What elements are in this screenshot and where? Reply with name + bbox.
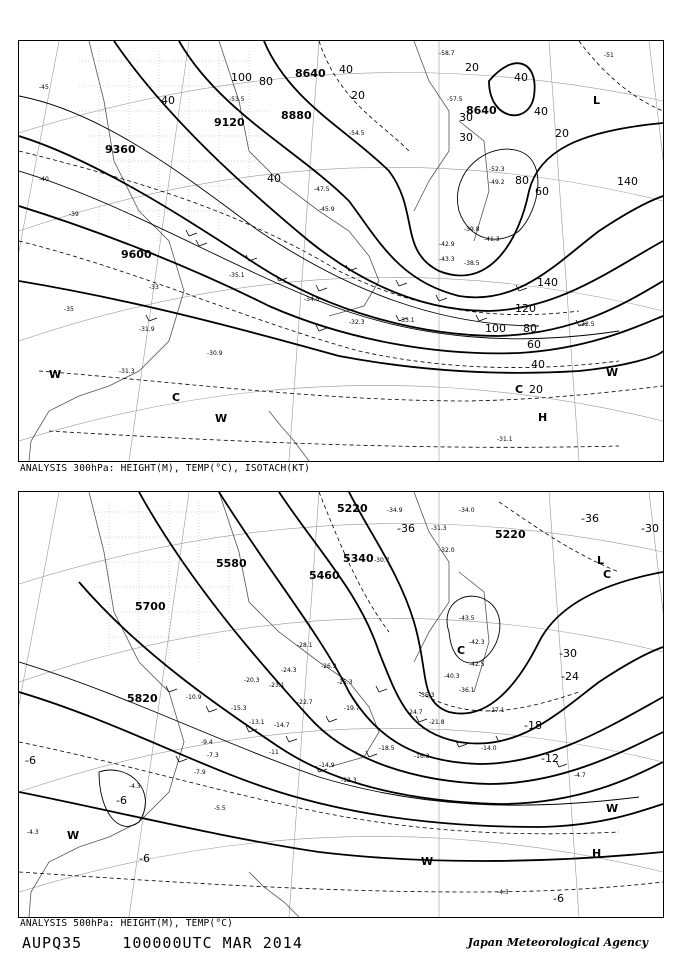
isotach-label: 40: [339, 63, 353, 76]
height-label: 8640: [295, 67, 326, 80]
obs-label: -40.3: [444, 673, 460, 680]
temp-label: -49.2: [489, 179, 505, 186]
obs-label: -15.3: [231, 705, 247, 712]
obs-label: -30.7: [374, 557, 390, 564]
warm-marker: W: [606, 366, 619, 379]
obs-label: -24.7: [407, 709, 423, 716]
temp-label: -39: [69, 211, 79, 218]
isotherm-label: -36: [581, 512, 599, 525]
temp-label: -33.1: [399, 317, 415, 324]
obs-label: -14.7: [274, 722, 290, 729]
temp-label: -35.1: [229, 272, 245, 279]
height-label: 5220: [337, 502, 368, 515]
temp-label: -40: [39, 176, 49, 183]
obs-label: -34.9: [387, 507, 403, 514]
obs-label: -31.3: [431, 525, 447, 532]
isotherms-300: [19, 41, 663, 447]
temp-label: -31.9: [139, 326, 155, 333]
hatched-region-500: [89, 502, 234, 667]
isotach-label: 40: [514, 71, 528, 84]
warm-marker: W: [421, 855, 434, 868]
isotach-label: 20: [555, 127, 569, 140]
obs-label: -4.3: [27, 829, 39, 836]
map-panel-300hpa: [18, 40, 664, 462]
coastlines: [29, 41, 489, 461]
temp-label: -52.3: [489, 166, 505, 173]
isotach-label: 60: [527, 338, 541, 351]
height-label: 5820: [127, 692, 158, 705]
low-marker: L: [597, 554, 605, 567]
temp-label: -33: [149, 284, 159, 291]
coastlines: [29, 492, 489, 917]
obs-label: -4.3: [497, 889, 509, 896]
height-labels-500: [127, 502, 526, 705]
isotach-label: 140: [617, 175, 638, 188]
temp-label: -35: [64, 306, 74, 313]
obs-label: -42.5: [469, 661, 485, 668]
isotach-label: 20: [529, 383, 543, 396]
obs-label: -24.3: [281, 667, 297, 674]
isotherm-label: -6: [139, 852, 150, 865]
temp-label: -30.9: [207, 350, 223, 357]
isotherm-label: -6: [553, 892, 564, 905]
temp-label: -38.5: [464, 260, 480, 267]
temp-label: -31.3: [119, 368, 135, 375]
isotach-label: 40: [267, 172, 281, 185]
temp-label: -47.5: [314, 186, 330, 193]
obs-label: -35.3: [419, 692, 435, 699]
obs-label: -25.3: [337, 679, 353, 686]
obs-label: -5.5: [214, 805, 226, 812]
height-label: 5220: [495, 528, 526, 541]
obs-label: -11: [269, 749, 279, 756]
temp-label: -43.3: [439, 256, 455, 263]
isotherm-label: -36: [397, 522, 415, 535]
warm-marker: W: [606, 802, 619, 815]
map-panel-500hpa: [18, 491, 664, 918]
isotach-label: 100: [485, 322, 506, 335]
temp-label: -31.1: [497, 436, 513, 443]
valid-time: 100000UTC MAR 2014: [122, 934, 303, 952]
obs-label: -4.7: [574, 772, 586, 779]
temp-label: -58.7: [439, 50, 455, 57]
isotach-label: 80: [259, 75, 273, 88]
isotherm-label: -24: [561, 670, 579, 683]
isotach-label: 40: [534, 105, 548, 118]
caption-500hpa: ANALYSIS 500hPa: HEIGHT(M), TEMP(°C): [20, 918, 234, 929]
obs-label: -32.0: [439, 547, 455, 554]
isotherms-500: [19, 492, 663, 892]
map-300hpa-svg: [19, 41, 663, 461]
obs-label: -7.9: [194, 769, 206, 776]
obs-label: -34.0: [459, 507, 475, 514]
temp-label: -32.5: [579, 321, 595, 328]
height-label: 5580: [216, 557, 247, 570]
height-label: 5340: [343, 552, 374, 565]
high-marker: H: [592, 847, 602, 860]
obs-label: -13.1: [249, 719, 265, 726]
obs-label: -20.3: [244, 677, 260, 684]
obs-label: -16.3: [414, 753, 430, 760]
obs-label: -18.5: [379, 745, 395, 752]
obs-label: -22.7: [297, 699, 313, 706]
height-label: 8880: [281, 109, 312, 122]
isotherm-label: -6: [116, 794, 127, 807]
isotach-label: 120: [515, 302, 536, 315]
height-label: 5700: [135, 600, 166, 613]
graticule: [19, 492, 663, 917]
isotach-label: 40: [531, 358, 545, 371]
obs-labels-500: [27, 507, 586, 896]
temp-label: -39.8: [464, 226, 480, 233]
chart-id: AUPQ35: [22, 934, 83, 952]
isotach-label: 80: [515, 174, 529, 187]
temp-label: -41.3: [484, 236, 500, 243]
obs-label: -43.5: [459, 615, 475, 622]
temp-label: -34.5: [304, 296, 320, 303]
obs-label: -42.3: [469, 639, 485, 646]
temp-label: -45.9: [319, 206, 335, 213]
cold-marker: C: [603, 568, 612, 581]
obs-label: -12.3: [341, 777, 357, 784]
isotach-label: 20: [351, 89, 365, 102]
obs-label: -19.7: [344, 705, 360, 712]
isotach-label: 80: [523, 322, 537, 335]
isotach-label: 100: [231, 71, 252, 84]
temp-label: -54.5: [349, 130, 365, 137]
isotach-label: 60: [535, 185, 549, 198]
warm-marker: W: [215, 412, 228, 425]
isotach-label: 30: [459, 131, 473, 144]
height-label: 9120: [214, 116, 245, 129]
cold-marker: C: [457, 644, 466, 657]
warm-marker: W: [49, 368, 62, 381]
map-500hpa-svg: [19, 492, 663, 917]
isotherm-label: -12: [541, 752, 559, 765]
low-marker: L: [593, 94, 601, 107]
temp-label: -51: [604, 52, 614, 59]
isotach-label: 30: [459, 111, 473, 124]
isotherm-label: -6: [25, 754, 36, 767]
chart-header: [22, 934, 303, 952]
temp-label: -42.9: [439, 241, 455, 248]
height-label: 5460: [309, 569, 340, 582]
isotherm-label: -18: [524, 719, 542, 732]
isotach-label: 40: [161, 94, 175, 107]
obs-label: -27.1: [489, 707, 505, 714]
obs-label: -14.0: [481, 745, 497, 752]
obs-label: -26.3: [321, 663, 337, 670]
warm-marker: W: [67, 829, 80, 842]
obs-label: -7.3: [207, 752, 219, 759]
cold-marker: C: [172, 391, 181, 404]
obs-label: -14.9: [319, 762, 335, 769]
obs-label: -21.8: [429, 719, 445, 726]
obs-label: -28.1: [297, 642, 313, 649]
graticule: [19, 41, 663, 461]
height-label: 9360: [105, 143, 136, 156]
height-contours-300: [19, 41, 663, 373]
obs-label: -4.3: [129, 783, 141, 790]
height-label: 9600: [121, 248, 152, 261]
isotach-label: 140: [537, 276, 558, 289]
isotach-label: 20: [465, 61, 479, 74]
obs-label: -10.9: [186, 694, 202, 701]
agency-name: Japan Meteorological Agency: [467, 936, 648, 949]
temp-label: -45: [39, 84, 49, 91]
obs-label: -9.4: [201, 739, 213, 746]
obs-label: -36.1: [459, 687, 475, 694]
temp-label: -32.3: [349, 319, 365, 326]
cold-marker: C: [515, 383, 524, 396]
high-marker: H: [538, 411, 548, 424]
obs-label: -23.1: [269, 682, 285, 689]
isotherm-label: -30: [559, 647, 577, 660]
temp-label: -57.5: [447, 96, 463, 103]
height-label: 8640: [466, 104, 497, 117]
caption-300hpa: ANALYSIS 300hPa: HEIGHT(M), TEMP(°C), ISOTACH(KT): [20, 463, 311, 474]
isotherm-label: -30: [641, 522, 659, 535]
temp-label: -53.5: [229, 96, 245, 103]
